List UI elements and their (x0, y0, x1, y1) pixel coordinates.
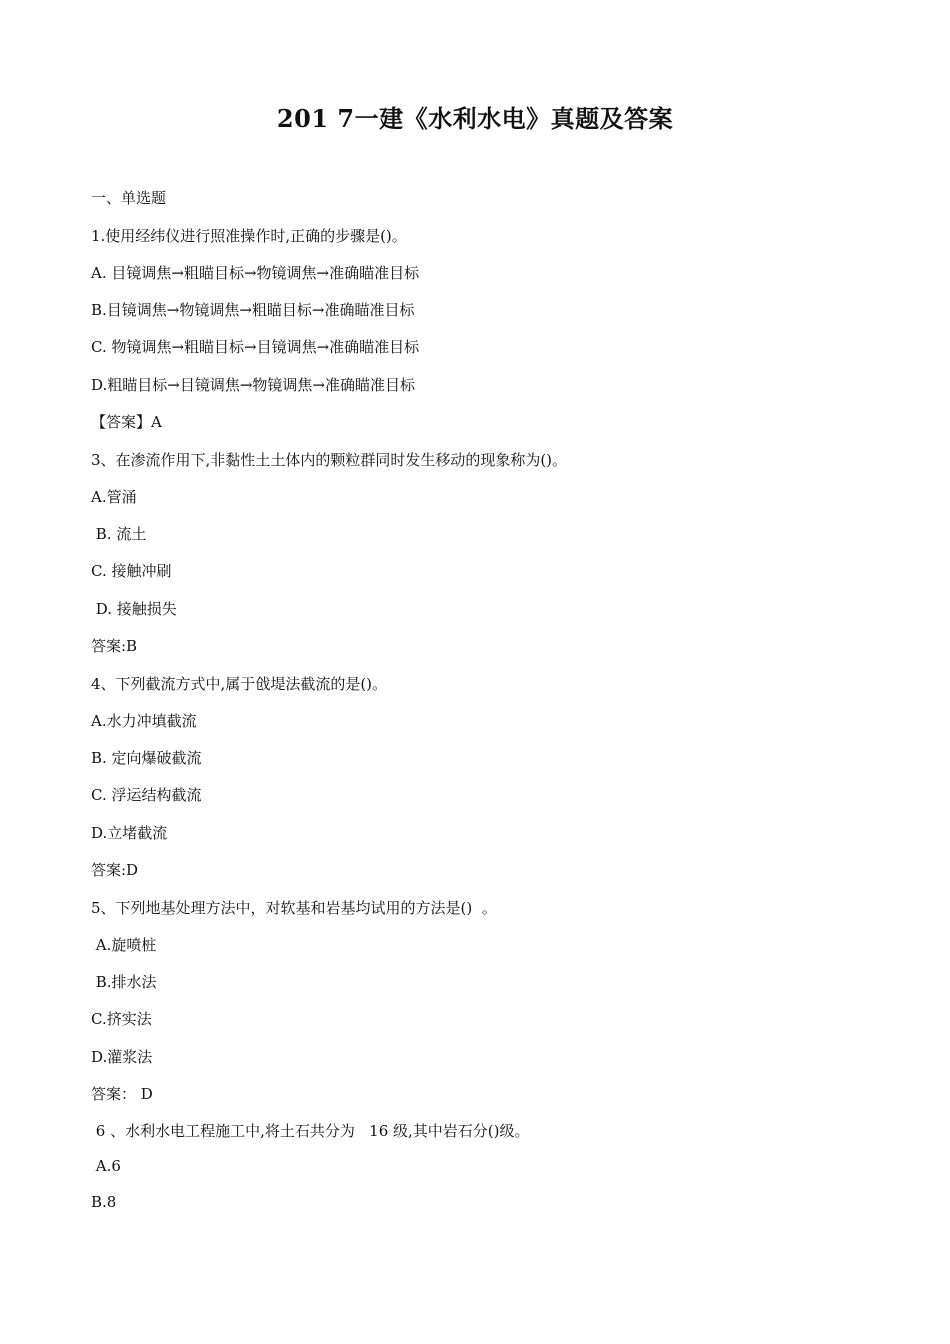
question-5: 5、下列地基处理方法中，对软基和岩基均试用的方法是() 。 (91, 899, 497, 917)
q3-option-a: A.管涌 (91, 488, 137, 506)
q6-option-b: B.8 (91, 1193, 117, 1211)
q4-answer: 答案:D (91, 861, 139, 879)
q5-option-d: D.灌浆法 (91, 1048, 153, 1066)
q1-answer: 【答案】A (91, 413, 162, 431)
q1-option-a: A. 目镜调焦→粗瞄目标→物镜调焦→准确瞄准目标 (91, 264, 420, 282)
q1-option-c: C. 物镜调焦→粗瞄目标→目镜调焦→准确瞄准目标 (91, 338, 420, 356)
q3-option-d: D. 接触损失 (91, 600, 177, 618)
q3-option-b: B. 流土 (91, 525, 147, 543)
q4-option-a: A.水力冲填截流 (91, 712, 197, 730)
q1-option-d: D.粗瞄目标→目镜调焦→物镜调焦→准确瞄准目标 (91, 376, 415, 394)
q5-option-c: C.挤实法 (91, 1010, 152, 1028)
question-1: 1.使用经纬仪进行照准操作时,正确的步骤是()。 (91, 227, 407, 245)
question-6: 6 、水利水电工程施工中,将土石共分为 16 级,其中岩石分()级。 (91, 1122, 530, 1140)
q3-answer: 答案:B (91, 637, 138, 655)
section-heading: 一、单选题 (91, 189, 167, 207)
question-3: 3、在渗流作用下,非黏性土土体内的颗粒群同时发生移动的现象称为()。 (91, 451, 568, 469)
q4-option-b: B. 定向爆破截流 (91, 749, 202, 767)
q5-option-b: B.排水法 (91, 973, 157, 991)
q4-option-c: C. 浮运结构截流 (91, 786, 202, 804)
q6-option-a: A.6 (91, 1157, 121, 1175)
q1-option-b: B.目镜调焦→物镜调焦→粗瞄目标→准确瞄准目标 (91, 301, 415, 319)
question-4: 4、下列截流方式中,属于戗堤法截流的是()。 (91, 675, 388, 693)
q3-option-c: C. 接触冲刷 (91, 562, 172, 580)
q5-option-a: A.旋喷桩 (91, 936, 157, 954)
page-title: 201 7一建《水利水电》真题及答案 (276, 104, 674, 133)
q4-option-d: D.立堵截流 (91, 824, 168, 842)
q5-answer: 答案： D (91, 1085, 153, 1103)
